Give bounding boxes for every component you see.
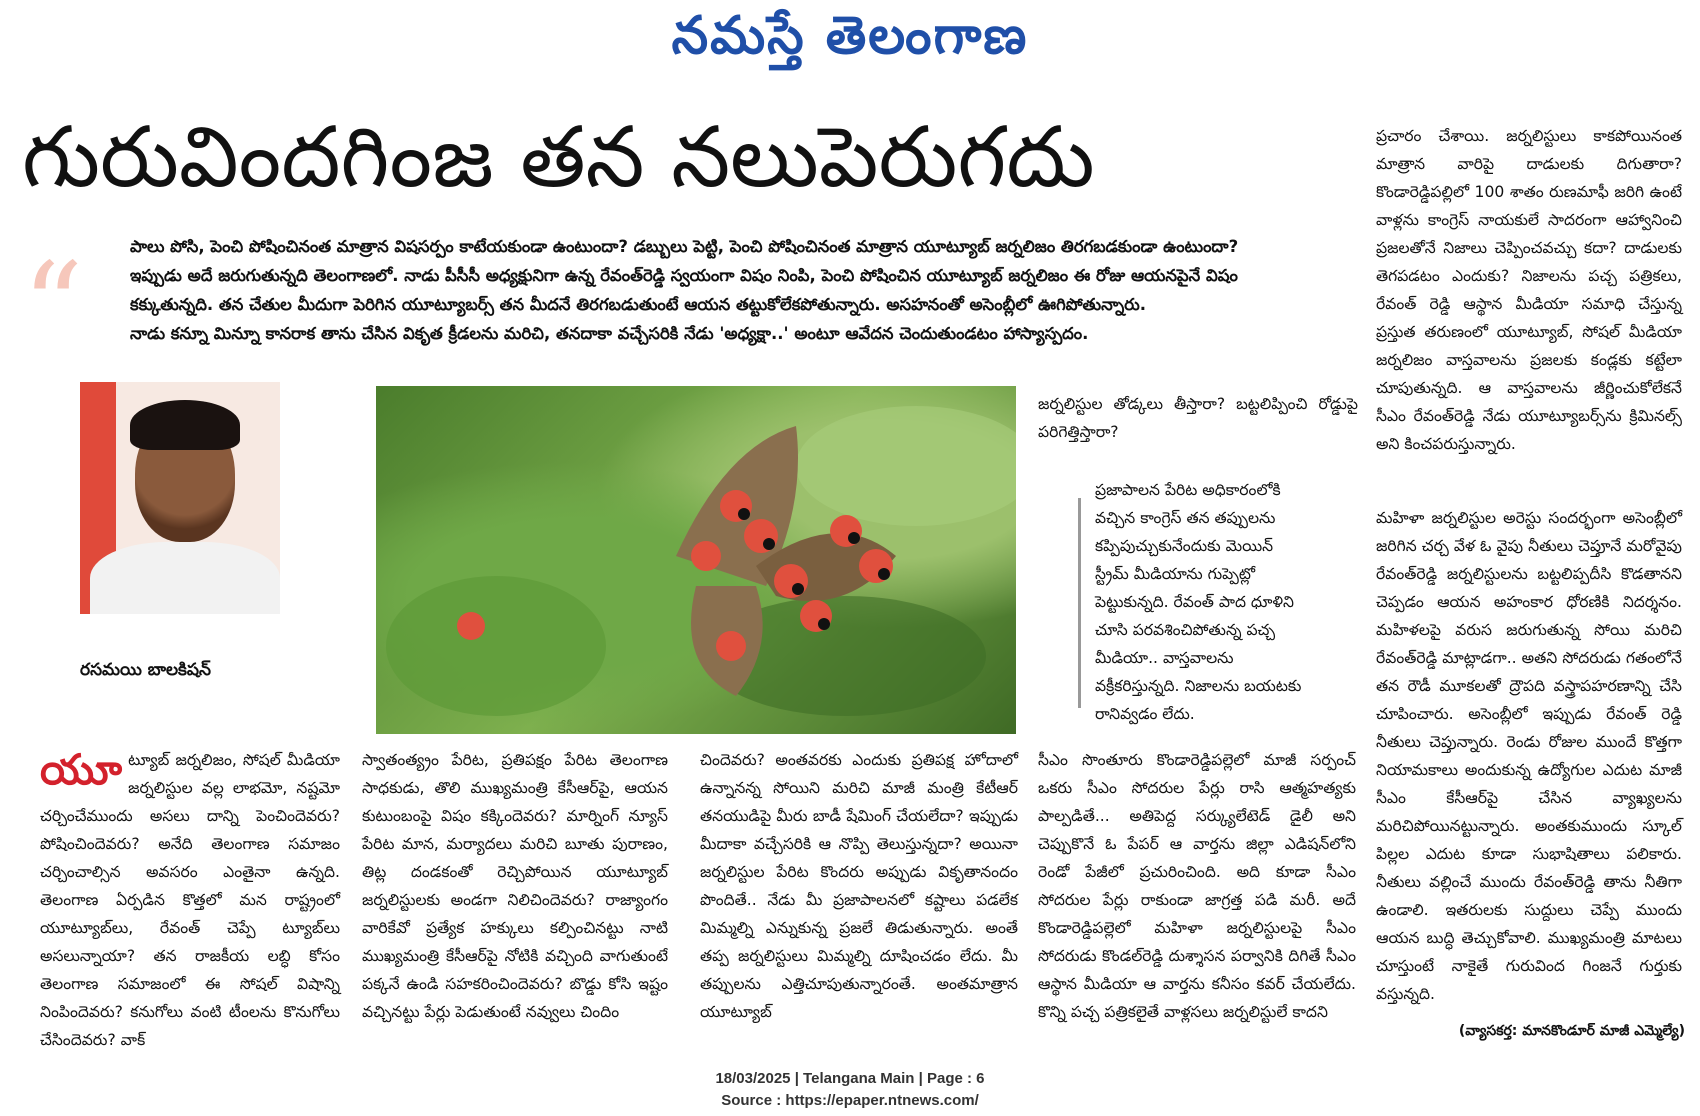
footer-date-line: 18/03/2025 | Telangana Main | Page : 6 xyxy=(715,1070,985,1087)
column-text: చిందెవరు? అంతవరకు ఎందుకు ప్రతిపక్ష హోదాలో ఉన్నానన్న సోయిని మరిచి మాజీ మంత్రి కేటీఆర్ తనయుడిపై మీరు బాడీ షేమింగ్ చేయలేదా? ఇప్పుడు మీదాకా వచ్చేసరికి ఆ నొప్పి తెలుస్తున్నదా? అయినా జర్నలిస్టుల పేరిట కొందరు అప్పుడు వికృతానందం పొందితే.. నేడు మీ ప్రజాపాలనలో కష్టాలు పడలేక మిమ్మల్ని ఎన్నుకున్న ప్రజలే తిడుతున్నారు. అంతే తప్ప జర్నలిస్టులు మిమ్మల్ని దూషించడం లేదు. మీ తప్పులను ఎత్తిచూపుతున్నారంతే. అంతమాత్రాన యూట్యూబ్ xyxy=(700,751,1018,1021)
column-text: స్వాతంత్య్రం పేరిట, ప్రతిపక్షం పేరిట తెలంగాణ సాధకుడు, తొలి ముఖ్యమంత్రి కేసీఆర్‌పై, ఆయన కుటుంబంపై విషం కక్కిందెవరు? మార్నింగ్ న్యూస్ పేరిట మాన, మర్యాదలు మరిచి బూతు పురాణం, తిట్ల దండకంతో రెచ్చిపోయిన యూట్యూబ్ జర్నలిస్టులకు అండగా నిలిచిందెవరు? రాజ్యాంగం వారికేవో ప్రత్యేక హక్కులు కల్పించినట్టు నాటి ముఖ్యమంత్రి కేసీఆర్‌పై నోటికి వచ్చింది వాగుతుంటే పక్కనే ఉండి సహకరించిందెవరు? బొడ్డు కోసి ఇష్టం వచ్చినట్టు పేర్లు పెడుతుంటే నవ్వులు చిందిం xyxy=(362,751,668,1021)
article-column-3 xyxy=(700,746,1018,1026)
author-photo xyxy=(80,382,280,614)
pull-quote-bar xyxy=(1078,498,1081,708)
column-text: మహిళా జర్నలిస్టుల అరెస్టు సందర్భంగా అసెంబ్లీలో జరిగిన చర్చ వేళ ఓ వైపు నీతులు చెప్తూనే మరోవైపు రేవంత్‌రెడ్డి జర్నలిస్టులను బట్టలిప్పదీసి కొడతానని చెప్పడం ఆయన అహంకార ధోరణికి నిదర్శనం. మహిళలపై వరుస జరుగుతున్న సోయి మరిచి రేవంత్‌రెడ్డి మాట్లాడగా.. అతని సోదరుడు గతంలోనే తన రౌడీ మూకలతో ద్రౌపది వస్త్రాపహరణాన్ని చేసి చూపించారు. అసెంబ్లీలో ఇప్పుడు రేవంత్ రెడ్డి నీతులు చెప్తున్నారు. రెండు రోజుల ముందే కొత్తగా నియామకాలు అందుకున్న ఉద్యోగుల ఎదుట మాజీ సీఎం కేసీఆర్‌పై చేసిన వ్యాఖ్యలను మరిచిపోయినట్టున్నారు. అంతకుముందు స్కూల్ పిల్లల ఎదుట కూడా సుభాషితాలు పలికారు. నీతులు వల్లించే ముందు రేవంత్‌రెడ్డి తాను నీతిగా ఉండాలి. ఇతరులకు సుద్దులు చెప్పే ముందు ఆయన బుద్ధి తెచ్చుకోవాలి. ముఖ్యమంత్రి మాటలు చూస్తుంటే నాకైతే గురువింద గింజనే గుర్తుకు వస్తున్నది. xyxy=(1376,509,1682,1003)
intro-line: నాడు కన్నూ మిన్నూ కానరాక తాను చేసిన వికృత క్రీడలను మరిచి, తనదాకా వచ్చేసరికి నేడు 'అధ్యక్షా..' అంటూ ఆవేదన చెందుతుండటం హాస్యాస్పదం. xyxy=(130,324,1089,343)
column-text: జర్నలిస్టుల తోడ్కలు తీస్తారా? బట్టలిప్పించి రోడ్డుపై పరిగెత్తిస్తారా? xyxy=(1038,395,1358,441)
author-note: (వ్యాసకర్త: మానకొండూర్ మాజీ ఎమ్మెల్యే) xyxy=(1458,1023,1685,1039)
column-text: ట్యూబ్ జర్నలిజం, సోషల్ మీడియా జర్నలిస్టుల వల్ల లాభమో, నష్టమో చర్చించేముందు అసలు దాన్ని పెంచిందెవరు? పోషించిందెవరు? అనేది తెలంగాణ సమాజం చర్చించాల్సిన అవసరం ఎంతైనా ఉన్నది. తెలంగాణ ఏర్పడిన కొత్తలో మన రాష్ట్రంలో యూట్యూబ్‌లు, రేవంత్ చెప్పే ట్యూబ్‌లు అసలున్నాయా? తన రాజకీయ లబ్ధి కోసం తెలంగాణ సమాజంలో ఈ సోషల్ విషాన్ని నింపిందెవరు? కనుగోలు వంటి టీంలను కొనుగోలు చేసిందెవరు? వాక్ xyxy=(40,751,340,1049)
column-text: సీఎం సొంతూరు కొండారెడ్డిపల్లెలో మాజీ సర్పంచ్ ఒకరు సీఎం సోదరుల పేర్లు రాసి ఆత్మహత్యకు పాల్పడితే... అతిపెద్ద సర్క్యులేటెడ్ డైలీ అని చెప్పుకొనే ఓ పేపర్ ఆ వార్తను జిల్లా ఎడిషన్‌లోని రెండో పేజీలో ప్రచురించింది. అది కూడా సీఎం సోదరుల పేర్లు రాకుండా జాగ్రత్త పడి మరీ. అదే కొండారెడ్డిపల్లెలో మహిళా జర్నలిస్టులపై సీఎం సోదరుడు కొండల్‌రెడ్డి దుశ్శాసన పర్వానికి దిగితే సీఎం ఆస్థాన మీడియా ఆ వార్తను కనీసం కవర్ చేయలేదు. కొన్ని పచ్చ పత్రికలైతే వాళ్లసలు జర్నలిస్టులే కాదని xyxy=(1038,751,1356,1021)
footer-source-link[interactable]: Source : https://epaper.ntnews.com/ xyxy=(721,1092,979,1109)
quote-mark-icon: “ xyxy=(22,238,84,377)
author-byline: రసమయి బాలకిషన్ xyxy=(80,660,211,680)
pull-quote: ప్రజాపాలన పేరిట అధికారంలోకి వచ్చిన కాంగ్రెస్ తన తప్పులను కప్పిపుచ్చుకునేందుకు మెయిన్ స్ట్రీమ్ మీడియాను గుప్పెట్లో పెట్టుకున్నది. రేవంత్ పాద ధూళిని చూసి పరవశించిపోతున్న పచ్చ మీడియా.. వాస్తవాలను వక్రీకరిస్తున్నది. నిజాలను బయటకు రానివ్వడం లేదు. xyxy=(1095,481,1302,723)
drop-cap: యూ xyxy=(40,745,123,794)
article-column-5 xyxy=(1376,504,1682,1008)
article-intro xyxy=(130,232,1360,348)
column-text: ప్రచారం చేశాయి. జర్నలిస్టులు కాకపోయినంత మాత్రాన వారిపై దాడులకు దిగుతారా? కొండారెడ్డిపల్లిలో 100 శాతం రుణమాఫీ జరిగి ఉంటే వాళ్లను కాంగ్రెస్ నాయకులే సాదరంగా ఆహ్వానించి ప్రజలతోనే నిజాలు చెప్పించవచ్చు కదా? దాడులకు తెగపడటం ఎందుకు? నిజాలను పచ్చ పత్రికలు, రేవంత్ రెడ్డి ఆస్థాన మీడియా సమాధి చేస్తున్న ప్రస్తుత తరుణంలో యూట్యూబ్, సోషల్ మీడియా జర్నలిజం వాస్తవాలను ప్రజలకు కండ్లకు కట్టేలా చూపుతున్నది. ఆ వాస్తవాలను జీర్ణించుకోలేకనే సీఎం రేవంత్‌రెడ్డి నేడు యూట్యూబర్స్‌ను క్రిమినల్స్ అని కించపరుస్తున్నారు. xyxy=(1376,127,1682,453)
intro-line: పాలు పోసి, పెంచి పోషించినంత మాత్రాన విషసర్పం కాటేయకుండా ఉంటుందా? డబ్బులు పెట్టి, పెంచి పోషించినంత మాత్రాన యూట్యూబ్ జర్నలిజం తిరగబడకుండా ఉంటుందా? xyxy=(130,237,1239,256)
article-column-2 xyxy=(362,746,668,1026)
article-column-5-top xyxy=(1376,122,1682,458)
article-column-4 xyxy=(1038,746,1356,1026)
rosary-pea-seeds-photo xyxy=(376,386,1016,734)
newspaper-masthead: నమస్తే తెలంగాణ xyxy=(671,6,1029,66)
intro-line: కక్కుతున్నది. తన చేతుల మీదుగా పెరిగిన యూట్యూబర్స్ తన మీదనే తిరగబడుతుంటే ఆయన తట్టుకోలేకపోతున్నారు. అసహనంతో అసెంబ్లీలో ఊగిపోతున్నారు. xyxy=(130,295,1147,314)
article-column-1 xyxy=(40,746,340,1054)
article-headline: గురువిందగింజ తన నలుపెరుగదు xyxy=(22,108,1095,206)
intro-line: ఇప్పుడు అదే జరుగుతున్నది తెలంగాణలో. నాడు పీసీసీ అధ్యక్షునిగా ఉన్న రేవంత్‌రెడ్డి స్వయంగా విషం నింపి, పెంచి పోషించిన యూట్యూబ్ జర్నలిజం ఈ రోజు ఆయనపైనే విషం xyxy=(130,266,1238,285)
article-column-4-top xyxy=(1038,390,1358,446)
